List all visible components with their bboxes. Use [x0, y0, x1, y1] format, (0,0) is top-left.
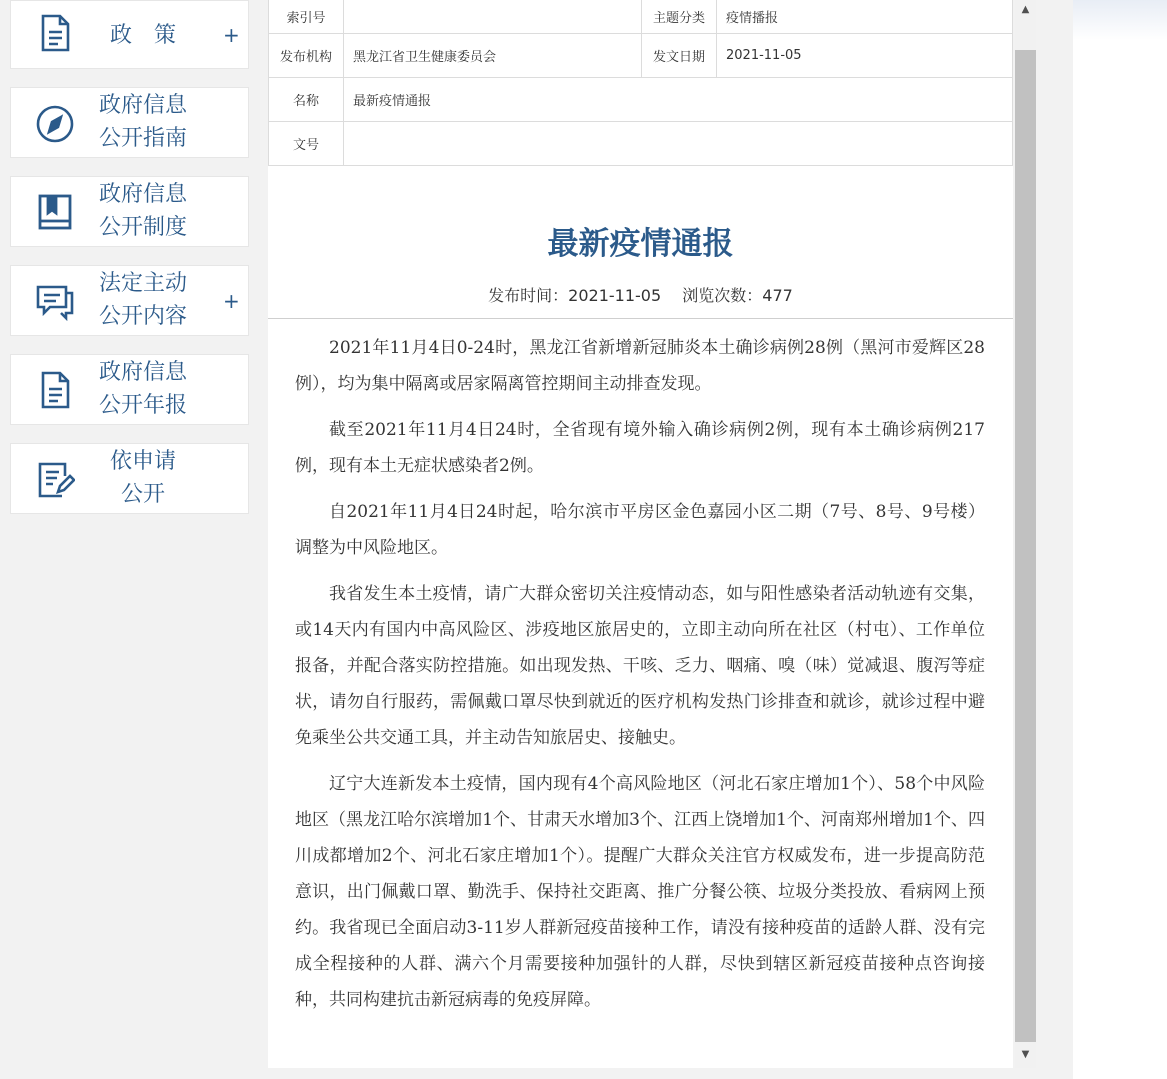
- compass-icon: [35, 104, 75, 144]
- scroll-up-arrow-icon[interactable]: ▲: [1021, 4, 1030, 15]
- sidebar-item-legal-content[interactable]: [10, 265, 249, 336]
- meta-value: [344, 0, 642, 33]
- publish-time: 发布时间：2021-11-05: [488, 286, 662, 305]
- meta-label: 名称: [269, 77, 344, 121]
- meta-label: 发文日期: [642, 33, 717, 77]
- sidebar-item-policy[interactable]: [10, 0, 249, 69]
- scrollbar-thumb[interactable]: [1015, 50, 1036, 1042]
- article-title: 最新疫情通报: [547, 226, 734, 262]
- paragraph: 自2021年11月4日24时起，哈尔滨市平房区金色嘉园小区二期（7号、8号、9号楼）调整为中风险地区。: [295, 502, 985, 558]
- sidebar-item-label: 政府信息 公开指南: [98, 93, 187, 151]
- sidebar-item-apply[interactable]: [10, 443, 249, 514]
- divider: [268, 318, 1013, 319]
- meta-label: 主题分类: [642, 0, 717, 33]
- meta-value: 最新疫情通报: [344, 77, 1013, 121]
- meta-label: 文号: [269, 121, 344, 165]
- sidebar-item-guide[interactable]: [10, 87, 249, 158]
- paragraph: 辽宁大连新发本土疫情，国内现有4个高风险地区（河北石家庄增加1个）、58个中风险地区（黑龙江哈尔滨增加1个、甘肃天水增加3个、江西上饶增加1个、河南郑州增加1个、四川成都增加2个、河北石家庄增加1个）。提醒广大群众关注官方权威发布，进一步提高防范意识，出门佩戴口罩、勤洗手、保持社交距离、推广分餐公筷、垃圾分类投放、看病网上预约。我省现已全面启动3-11岁人群新冠疫苗接种工作，请没有接种疫苗的适龄人群、没有完成全程接种的人群、满六个月需要接种加强针的人群，尽快到辖区新冠疫苗接种点咨询接种，共同构建抗击新冠病毒的免疫屏障。: [295, 774, 985, 1010]
- meta-value: [344, 121, 1013, 165]
- vertical-scrollbar[interactable]: [1015, 0, 1036, 1068]
- sidebar-item-label: 政府信息 公开年报: [98, 360, 187, 418]
- meta-value: 2021-11-05: [717, 33, 1013, 77]
- sidebar-item-system[interactable]: [10, 176, 249, 247]
- book-icon: [35, 192, 75, 232]
- expand-plus-icon[interactable]: +: [223, 289, 240, 313]
- right-margin: [1073, 0, 1167, 1079]
- article-body: [295, 330, 985, 1028]
- paragraph: 2021年11月4日0-24时，黑龙江省新增新冠肺炎本土确诊病例28例（黑河市爱辉区28例），均为集中隔离或居家隔离管控期间主动排查发现。: [295, 338, 985, 394]
- paragraph: 我省发生本土疫情，请广大群众密切关注疫情动态，如与阳性感染者活动轨迹有交集，或14天内有国内中高风险区、涉疫地区旅居史的，立即主动向所在社区（村屯）、工作单位报备，并配合落实防控措施。如出现发热、干咳、乏力、咽痛、嗅（味）觉减退、腹泻等症状，请勿自行服药，需佩戴口罩尽快到就近的医疗机构发热门诊排查和就诊，就诊过程中避免乘坐公共交通工具，并主动告知旅居史、接触史。: [295, 584, 985, 748]
- meta-label: 索引号: [269, 0, 344, 33]
- sidebar-item-label: 政府信息 公开制度: [98, 182, 187, 240]
- sidebar-item-label: 法定主动 公开内容: [98, 271, 187, 329]
- expand-plus-icon[interactable]: +: [223, 23, 240, 47]
- sidebar-item-label: 依申请 公开: [109, 449, 176, 507]
- sidebar-item-label: 政策: [109, 23, 198, 48]
- article-meta: [268, 283, 1013, 306]
- view-count: 浏览次数：477: [682, 286, 793, 305]
- article-panel: [268, 0, 1013, 1068]
- meta-value: 黑龙江省卫生健康委员会: [344, 33, 642, 77]
- meta-table: [268, 0, 1013, 166]
- paragraph: 截至2021年11月4日24时，全省现有境外输入确诊病例2例，现有本土确诊病例217例，现有本土无症状感染者2例。: [295, 420, 985, 476]
- chat-list-icon: [35, 281, 75, 321]
- scroll-down-arrow-icon[interactable]: ▼: [1021, 1049, 1030, 1060]
- sidebar-item-annual-report[interactable]: [10, 354, 249, 425]
- meta-value: 疫情播报: [717, 0, 1013, 33]
- document-icon: [35, 13, 75, 53]
- edit-form-icon: [35, 459, 75, 499]
- report-icon: [35, 370, 75, 410]
- meta-label: 发布机构: [269, 33, 344, 77]
